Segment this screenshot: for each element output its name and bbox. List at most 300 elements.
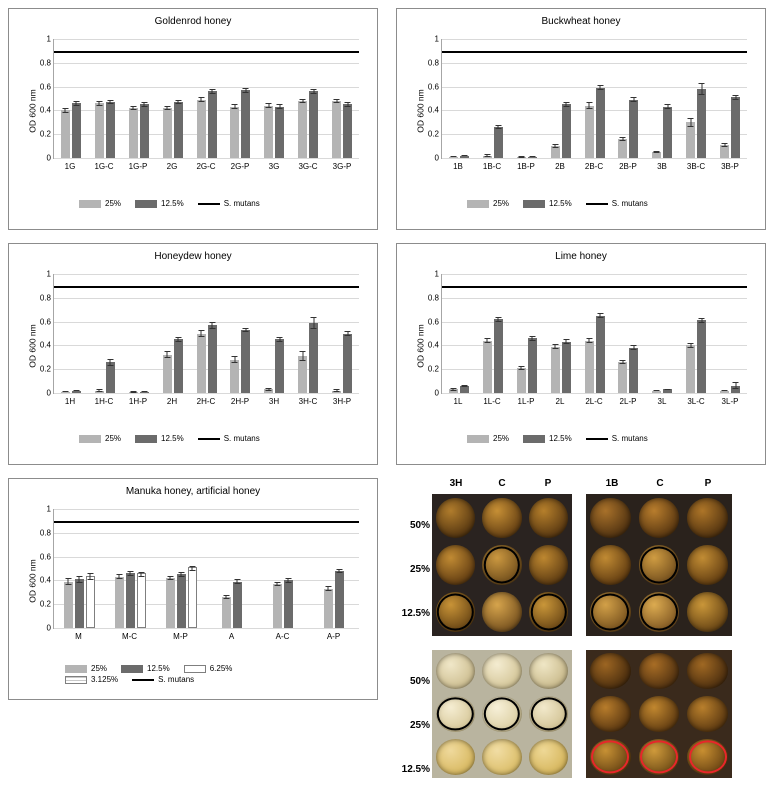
y-axis-tick: 0.8 xyxy=(39,528,51,538)
error-bar xyxy=(65,108,66,113)
bar-wrapper xyxy=(663,39,672,158)
legend-label: 12.5% xyxy=(161,199,184,208)
well xyxy=(683,494,732,541)
y-axis-tick: 1 xyxy=(434,34,439,44)
x-axis-tick: 2G-P xyxy=(230,162,250,171)
error-bar xyxy=(245,88,246,93)
legend-swatch xyxy=(523,200,545,208)
chart-title-honeydew: Honeydew honey xyxy=(154,251,232,262)
plot-area-honeydew xyxy=(39,269,359,398)
bar-wrapper xyxy=(284,509,293,628)
plate-row-header-bottom-2: 12.5% xyxy=(401,764,430,775)
error-bar xyxy=(277,582,278,587)
x-axis-tick: 1H-P xyxy=(128,397,148,406)
bar-wrapper xyxy=(129,39,138,158)
bar-group xyxy=(578,274,612,393)
bar xyxy=(64,582,73,628)
panel-lime xyxy=(396,243,766,465)
error-bar xyxy=(532,336,533,341)
bar-wrapper xyxy=(230,274,239,393)
legend-label: 12.5% xyxy=(549,199,572,208)
error-bar xyxy=(144,391,145,392)
well xyxy=(432,735,479,778)
bar-group xyxy=(645,274,679,393)
well xyxy=(635,650,684,693)
plate-row-header-top-2: 12.5% xyxy=(401,608,430,619)
bar-wrapper xyxy=(332,39,341,158)
bar-wrapper xyxy=(629,274,638,393)
y-axis-tick: 0 xyxy=(46,388,51,398)
error-bar xyxy=(313,317,314,329)
bar xyxy=(197,334,206,394)
chart-title-lime: Lime honey xyxy=(555,251,607,262)
x-axis-tick: 3H-C xyxy=(298,397,318,406)
legend-label: S. mutans xyxy=(158,675,195,684)
error-bar xyxy=(328,586,329,591)
legend-label: 12.5% xyxy=(549,434,572,443)
legend-label: 6.25% xyxy=(209,664,233,673)
bar-group xyxy=(257,39,291,158)
bar xyxy=(343,104,352,158)
well xyxy=(683,541,732,588)
error-bar xyxy=(110,100,111,105)
error-bar xyxy=(130,571,131,576)
bar xyxy=(629,348,638,393)
x-axis-tick: 2B-C xyxy=(584,162,604,171)
error-bar xyxy=(336,99,337,104)
bar xyxy=(343,334,352,394)
bar xyxy=(166,578,175,628)
bar-wrapper xyxy=(335,509,344,628)
y-axis-tick: 0.2 xyxy=(39,599,51,609)
bar-group xyxy=(442,274,476,393)
error-bar xyxy=(633,345,634,350)
bar xyxy=(494,127,503,158)
x-axis-tick: 2B-P xyxy=(619,162,637,171)
bar-wrapper xyxy=(197,39,206,158)
bar xyxy=(332,101,341,158)
bar-wrapper xyxy=(618,274,627,393)
y-axis-tick: 0.2 xyxy=(39,129,51,139)
error-bar xyxy=(453,156,454,157)
plate-row-header-bottom-1: 25% xyxy=(409,720,430,731)
bar xyxy=(460,156,469,158)
bar xyxy=(528,157,537,158)
well xyxy=(525,693,572,736)
error-bar xyxy=(735,95,736,100)
x-axis-tick: 1L xyxy=(453,397,463,406)
well xyxy=(432,541,479,588)
x-axis-tick: 3B-P xyxy=(721,162,739,171)
legend-swatch xyxy=(65,676,87,684)
bar-wrapper xyxy=(75,509,84,628)
bar-groups xyxy=(54,509,359,628)
bar xyxy=(95,103,104,158)
well xyxy=(525,735,572,778)
bar-group xyxy=(308,509,359,628)
x-axis-tick: 3L-P xyxy=(721,397,739,406)
bar-wrapper xyxy=(177,509,186,628)
bar-group xyxy=(156,274,190,393)
annotation-circle xyxy=(484,547,520,584)
bar xyxy=(284,580,293,628)
error-bar xyxy=(498,317,499,322)
bar-wrapper xyxy=(731,39,740,158)
error-bar xyxy=(245,328,246,333)
error-bar xyxy=(487,338,488,343)
bar-group xyxy=(510,39,544,158)
bar-wrapper xyxy=(686,274,695,393)
legend-swatch xyxy=(121,665,143,673)
bar xyxy=(208,91,217,158)
legend-item xyxy=(523,434,572,443)
error-bar xyxy=(453,388,454,390)
legend-swatch xyxy=(79,435,101,443)
plate-col-header-right-1: C xyxy=(656,478,664,489)
x-axis-tick: M xyxy=(75,632,82,641)
s-mutans-reference-line xyxy=(442,51,747,54)
bar xyxy=(75,579,84,628)
plate-col-header-left-1: C xyxy=(498,478,506,489)
bar-wrapper xyxy=(652,39,661,158)
bar xyxy=(208,325,217,393)
bar-group xyxy=(257,509,308,628)
legend-swatch xyxy=(79,200,101,208)
legend-label: 25% xyxy=(493,199,510,208)
s-mutans-reference-line xyxy=(54,51,359,54)
bar xyxy=(61,110,70,158)
error-bar xyxy=(99,101,100,106)
chart-buckwheat xyxy=(397,31,767,191)
bar-wrapper xyxy=(343,39,352,158)
bar-wrapper xyxy=(208,274,217,393)
bar-wrapper xyxy=(163,274,172,393)
bar-wrapper xyxy=(324,509,333,628)
bar-wrapper xyxy=(652,274,661,393)
error-bar xyxy=(99,389,100,391)
bar-wrapper xyxy=(61,274,70,393)
bar xyxy=(72,391,81,393)
annotation-circle xyxy=(640,547,678,584)
error-bar xyxy=(701,318,702,323)
bar-wrapper xyxy=(233,509,242,628)
error-bar xyxy=(110,359,111,366)
error-bar xyxy=(735,382,736,389)
legend-item xyxy=(135,199,184,208)
bar-wrapper xyxy=(663,274,672,393)
bar xyxy=(197,100,206,158)
bar-wrapper xyxy=(298,274,307,393)
error-bar xyxy=(701,83,702,95)
bar xyxy=(483,341,492,393)
bar xyxy=(298,101,307,158)
error-bar xyxy=(566,102,567,107)
well xyxy=(683,650,732,693)
bar xyxy=(129,108,138,158)
bar xyxy=(230,360,239,393)
legend-item-s-mutans xyxy=(586,199,648,208)
error-bar xyxy=(724,390,725,391)
error-bar xyxy=(464,385,465,387)
x-axis-tick: 3B-C xyxy=(686,162,706,171)
legend-item xyxy=(467,199,509,208)
y-axis-tick: 0.4 xyxy=(427,105,439,115)
legend-swatch xyxy=(586,438,608,440)
plate-bottom-right xyxy=(586,650,732,778)
error-bar xyxy=(656,390,657,391)
plate-row-header-top-0: 50% xyxy=(409,520,430,531)
bar xyxy=(61,392,70,393)
legend-swatch xyxy=(523,435,545,443)
bar xyxy=(652,152,661,158)
bar-wrapper xyxy=(64,509,73,628)
bar-wrapper xyxy=(720,39,729,158)
bar-wrapper xyxy=(343,274,352,393)
legend-label: 25% xyxy=(105,199,122,208)
annotation-circle xyxy=(437,594,473,631)
error-bar xyxy=(555,144,556,149)
y-axis-label: OD 600 nm xyxy=(27,324,38,368)
bar xyxy=(324,589,333,628)
bar xyxy=(517,368,526,393)
well xyxy=(479,589,526,636)
well xyxy=(635,494,684,541)
bar-group xyxy=(122,39,156,158)
error-bar xyxy=(566,339,567,344)
bar-wrapper xyxy=(720,274,729,393)
x-axis-tick: A xyxy=(228,632,235,641)
well xyxy=(432,693,479,736)
error-bar xyxy=(201,97,202,102)
x-axis-labels-honeydew xyxy=(53,397,359,406)
bar-group xyxy=(190,274,224,393)
bar-group xyxy=(611,274,645,393)
gridline xyxy=(442,158,747,159)
annotation-circle xyxy=(591,594,629,631)
error-bar xyxy=(76,101,77,106)
bar-wrapper xyxy=(106,39,115,158)
error-bar xyxy=(212,322,213,329)
bar-wrapper xyxy=(585,39,594,158)
bar-group xyxy=(679,39,713,158)
bar-wrapper xyxy=(528,39,537,158)
bar xyxy=(174,102,183,158)
legend-swatch xyxy=(135,435,157,443)
bar-wrapper xyxy=(562,274,571,393)
error-bar xyxy=(279,104,280,109)
s-mutans-reference-line xyxy=(54,286,359,289)
well xyxy=(635,735,684,778)
bar-wrapper xyxy=(551,39,560,158)
bar-wrapper xyxy=(494,274,503,393)
bar-group xyxy=(206,509,257,628)
bar xyxy=(163,108,172,158)
annotation-circle xyxy=(591,740,629,773)
error-bar xyxy=(234,104,235,109)
bar-wrapper xyxy=(309,39,318,158)
bar xyxy=(264,389,273,393)
well xyxy=(479,693,526,736)
legend-label: S. mutans xyxy=(223,199,260,208)
bar-group xyxy=(54,509,105,628)
well xyxy=(525,494,572,541)
bar xyxy=(188,567,197,628)
error-bar xyxy=(192,566,193,571)
bar-group xyxy=(713,274,747,393)
bar-group xyxy=(325,39,359,158)
bar-group xyxy=(257,274,291,393)
bar xyxy=(241,330,250,393)
bar-group xyxy=(645,39,679,158)
bar xyxy=(551,347,560,393)
bar-wrapper xyxy=(197,274,206,393)
bar xyxy=(551,146,560,158)
bar xyxy=(731,386,740,393)
legend-label: 3.125% xyxy=(91,675,119,684)
bar-group xyxy=(510,274,544,393)
legend-item xyxy=(135,434,184,443)
error-bar xyxy=(600,313,601,318)
s-mutans-reference-line xyxy=(442,286,747,289)
chart-goldenrod xyxy=(9,31,379,191)
bar-group xyxy=(156,39,190,158)
bar xyxy=(233,582,242,628)
error-bar xyxy=(521,156,522,157)
bar-wrapper xyxy=(309,274,318,393)
error-bar xyxy=(178,100,179,105)
error-bar xyxy=(144,102,145,107)
bar-wrapper xyxy=(163,39,172,158)
bar xyxy=(177,574,186,628)
error-bar xyxy=(65,391,66,392)
bar-wrapper xyxy=(72,39,81,158)
well xyxy=(586,735,635,778)
error-bar xyxy=(170,576,171,581)
legend-swatch xyxy=(467,435,489,443)
plate-col-header-left-0: 3H xyxy=(449,478,463,489)
bar-group xyxy=(122,274,156,393)
bar xyxy=(275,339,284,393)
bar-group xyxy=(578,39,612,158)
bar xyxy=(686,122,695,158)
y-axis-tick: 0.8 xyxy=(39,58,51,68)
error-bar xyxy=(178,337,179,342)
legend-item-s-mutans xyxy=(586,434,648,443)
gridline xyxy=(54,158,359,159)
error-bar xyxy=(532,156,533,157)
plot-area-goldenrod xyxy=(39,34,359,163)
bar xyxy=(106,362,115,393)
y-axis-tick: 1 xyxy=(46,269,51,279)
bar-wrapper xyxy=(517,274,526,393)
y-axis-label: OD 600 nm xyxy=(27,89,38,133)
x-axis-tick: 1L-P xyxy=(517,397,535,406)
y-axis-tick: 0.6 xyxy=(427,82,439,92)
gridline xyxy=(54,628,359,629)
bar-wrapper xyxy=(174,274,183,393)
bar-groups xyxy=(442,39,747,158)
legend-item xyxy=(65,675,118,684)
bar xyxy=(230,107,239,158)
bar-wrapper xyxy=(273,509,282,628)
error-bar xyxy=(279,337,280,342)
legend-goldenrod xyxy=(79,199,369,210)
bar-wrapper xyxy=(129,274,138,393)
bar xyxy=(697,320,706,393)
error-bar xyxy=(68,578,69,585)
bar-wrapper xyxy=(115,509,124,628)
error-bar xyxy=(464,155,465,156)
annotation-circle xyxy=(640,594,678,631)
bar xyxy=(663,389,672,393)
legend-label: 25% xyxy=(105,434,122,443)
bar-group xyxy=(54,274,88,393)
bar-wrapper xyxy=(241,274,250,393)
x-axis-tick: 2H-C xyxy=(196,397,216,406)
plate-top-right xyxy=(586,494,732,636)
bar xyxy=(460,386,469,393)
bar xyxy=(562,104,571,158)
bar xyxy=(517,157,526,158)
x-axis-tick: M-P xyxy=(173,632,188,641)
y-axis-tick: 0.2 xyxy=(427,364,439,374)
bar xyxy=(140,104,149,158)
bar-wrapper xyxy=(222,509,231,628)
bar-wrapper xyxy=(483,39,492,158)
well xyxy=(432,650,479,693)
plot-area-buckwheat xyxy=(427,34,747,163)
y-axis-tick: 1 xyxy=(434,269,439,279)
y-axis-tick: 1 xyxy=(46,34,51,44)
legend-item-s-mutans xyxy=(132,675,194,684)
error-bar xyxy=(302,99,303,104)
bar xyxy=(652,391,661,393)
bar xyxy=(629,100,638,158)
legend-label: 12.5% xyxy=(161,434,184,443)
error-bar xyxy=(237,579,238,584)
error-bar xyxy=(339,569,340,574)
error-bar xyxy=(167,351,168,358)
bar xyxy=(596,88,605,158)
well xyxy=(479,494,526,541)
legend-manuka xyxy=(65,664,375,686)
x-axis-tick: 3G-C xyxy=(298,162,318,171)
x-axis-tick: 2G xyxy=(166,162,178,171)
legend-swatch xyxy=(467,200,489,208)
bar xyxy=(174,339,183,393)
bar-group xyxy=(611,39,645,158)
panel-honeydew xyxy=(8,243,378,465)
x-axis-tick: 1B xyxy=(453,162,463,171)
x-axis-tick: 1B-P xyxy=(517,162,535,171)
legend-item xyxy=(79,434,121,443)
error-bar xyxy=(656,151,657,153)
bar xyxy=(449,157,458,158)
y-axis-tick: 0.6 xyxy=(39,82,51,92)
well xyxy=(586,541,635,588)
bar-groups xyxy=(54,39,359,158)
legend-swatch xyxy=(132,679,154,681)
error-bar xyxy=(487,154,488,156)
bar-wrapper xyxy=(72,274,81,393)
bar xyxy=(275,107,284,158)
y-axis-tick: 0.4 xyxy=(39,340,51,350)
legend-swatch xyxy=(586,203,608,205)
error-bar xyxy=(226,595,227,600)
error-bar xyxy=(690,343,691,348)
well xyxy=(586,693,635,736)
plate-row-header-bottom-0: 50% xyxy=(409,676,430,687)
